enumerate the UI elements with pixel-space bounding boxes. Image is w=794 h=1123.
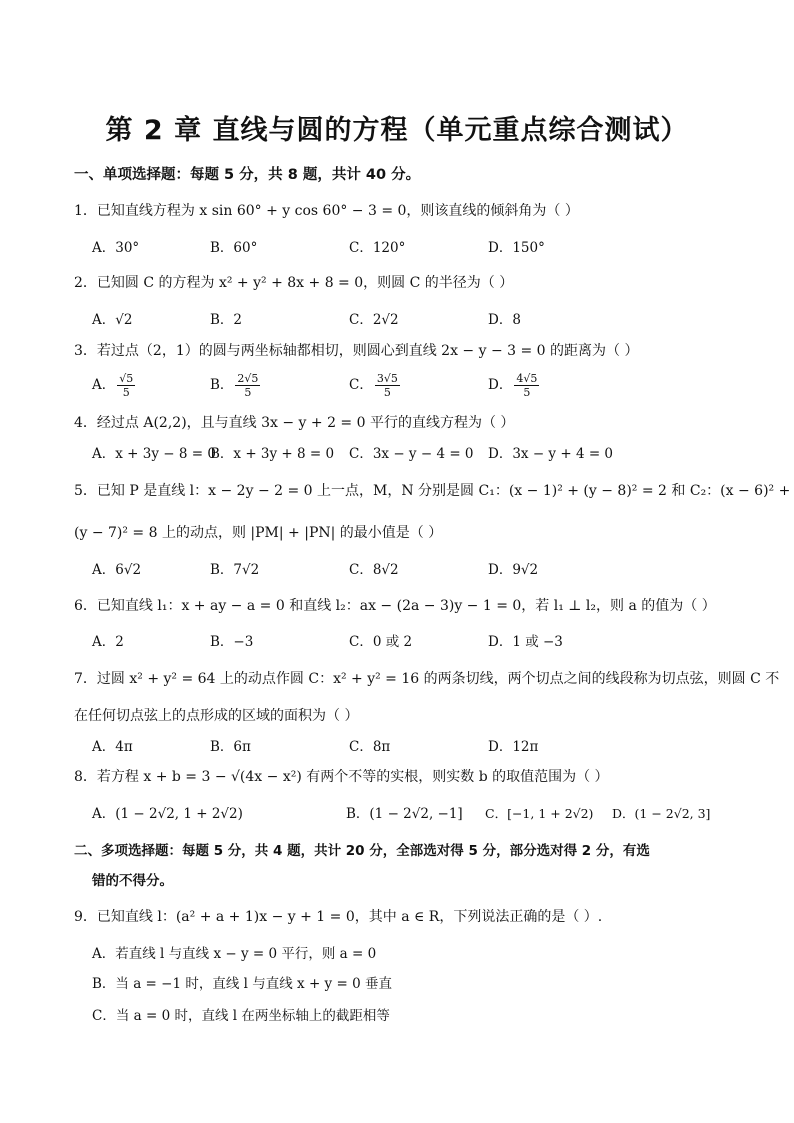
question-4-option-d: D．3x − y + 4 = 0	[488, 446, 614, 462]
fraction-denominator: 5	[244, 386, 252, 399]
question-1-option-b: B．60°	[210, 240, 258, 256]
question-6-option-d: D．1 或 −3	[488, 634, 563, 650]
question-2-option-d: D．8	[488, 312, 521, 328]
question-5-option-c: C．8√2	[349, 562, 399, 578]
question-4-option-b: B．x + 3y + 8 = 0	[210, 446, 335, 462]
question-5-stem-line-1: 5．已知 P 是直线 l：x − 2y − 2 = 0 上一点，M，N 分别是圆 C₁：(x − 1)² + (y − 8)² = 2 和 C₂：(x − 6)² +	[74, 483, 791, 499]
fraction-numerator: 3√5	[376, 372, 398, 385]
question-3-option-c	[349, 372, 402, 399]
question-3-option-a-label: A．	[92, 377, 116, 393]
question-6-option-a: A．2	[92, 634, 124, 650]
question-3-option-c-label: C．	[349, 377, 373, 393]
question-4-stem: 4．经过点 A(2,2)，且与直线 3x − y + 2 = 0 平行的直线方程为（ ）	[74, 415, 515, 431]
question-5-stem-line-2: (y − 7)² = 8 上的动点，则 |PM| + |PN| 的最小值是（ ）	[74, 525, 443, 541]
question-6-option-c: C．0 或 2	[349, 634, 413, 650]
fraction-denominator: 5	[523, 386, 531, 399]
question-2-option-c: C．2√2	[349, 312, 399, 328]
fraction-numerator: √5	[119, 372, 134, 385]
question-8-option-a: A．(1 − 2√2, 1 + 2√2)	[92, 806, 243, 822]
question-9-option-c: C．当 a = 0 时，直线 l 在两坐标轴上的截距相等	[92, 1008, 390, 1024]
question-9-option-b: B．当 a = −1 时，直线 l 与直线 x + y = 0 垂直	[92, 976, 392, 992]
question-3-option-d-label: D．	[488, 377, 513, 393]
question-3-option-a	[92, 372, 137, 399]
question-8-option-c: C．[−1, 1 + 2√2)	[485, 806, 594, 821]
question-3-option-d-fraction	[514, 372, 539, 399]
question-1-option-a: A．30°	[92, 240, 140, 256]
question-5-option-d: D．9√2	[488, 562, 539, 578]
question-2-option-a: A．√2	[92, 312, 133, 328]
question-3-option-b	[210, 372, 262, 399]
question-5-option-a: A．6√2	[92, 562, 142, 578]
section-heading-multiple-choice-continued: 错的不得分。	[92, 873, 173, 889]
fraction-denominator: 5	[383, 386, 391, 399]
question-7-option-d: D．12π	[488, 739, 539, 755]
question-3-option-c-fraction	[375, 372, 400, 399]
question-6-option-b: B．−3	[210, 634, 254, 650]
fraction-numerator: 2√5	[237, 372, 259, 385]
question-4-option-c: C．3x − y − 4 = 0	[349, 446, 474, 462]
question-1-stem: 1．已知直线方程为 x sin 60° + y cos 60° − 3 = 0，则该直线的倾斜角为（ ）	[74, 203, 579, 219]
section-heading-multiple-choice: 二、多项选择题：每题 5 分，共 4 题，共计 20 分，全部选对得 5 分，部分选对得 2 分，有选	[74, 843, 650, 859]
question-1-option-c: C．120°	[349, 240, 406, 256]
question-7-stem-line-2: 在任何切点弦上的点形成的区域的面积为（ ）	[74, 708, 359, 724]
section-heading-single-choice: 一、单项选择题：每题 5 分，共 8 题，共计 40 分。	[74, 167, 421, 183]
question-3-option-a-fraction	[117, 372, 135, 399]
question-8-stem: 8．若方程 x + b = 3 − √(4x − x²) 有两个不等的实根，则实数 b 的取值范围为（ ）	[74, 769, 609, 785]
question-3-option-b-label: B．	[210, 377, 234, 393]
question-5-option-b: B．7√2	[210, 562, 260, 578]
question-8-option-b: B．(1 − 2√2, −1]	[346, 806, 463, 822]
question-9-stem: 9．已知直线 l：(a² + a + 1)x − y + 1 = 0，其中 a ∈ R，下列说法正确的是（ ）.	[74, 909, 603, 925]
fraction-denominator: 5	[122, 386, 130, 399]
question-7-option-b: B．6π	[210, 739, 251, 755]
question-3-option-d	[488, 372, 541, 399]
question-3-option-b-fraction	[235, 372, 260, 399]
page-title: 第 2 章 直线与圆的方程（单元重点综合测试）	[105, 115, 689, 146]
question-7-option-c: C．8π	[349, 739, 391, 755]
fraction-numerator: 4√5	[516, 372, 538, 385]
question-2-option-b: B．2	[210, 312, 243, 328]
question-1-option-d: D．150°	[488, 240, 545, 256]
question-7-option-a: A．4π	[92, 739, 133, 755]
question-9-option-a: A．若直线 l 与直线 x − y = 0 平行，则 a = 0	[92, 946, 377, 962]
question-7-stem-line-1: 7．过圆 x² + y² = 64 上的动点作圆 C：x² + y² = 16 的两条切线，两个切点之间的线段称为切点弦，则圆 C 不	[74, 671, 780, 687]
question-6-stem: 6．已知直线 l₁：x + ay − a = 0 和直线 l₂：ax − (2a − 3)y − 1 = 0，若 l₁ ⊥ l₂，则 a 的值为（ ）	[74, 598, 716, 614]
question-8-option-d: D．(1 − 2√2, 3]	[612, 806, 711, 821]
question-4-option-a: A．x + 3y − 8 = 0	[92, 446, 216, 462]
question-2-stem: 2．已知圆 C 的方程为 x² + y² + 8x + 8 = 0，则圆 C 的半径为（ ）	[74, 275, 514, 291]
question-3-stem: 3．若过点（2，1）的圆与两坐标轴都相切，则圆心到直线 2x − y − 3 = 0 的距离为（ ）	[74, 343, 639, 359]
